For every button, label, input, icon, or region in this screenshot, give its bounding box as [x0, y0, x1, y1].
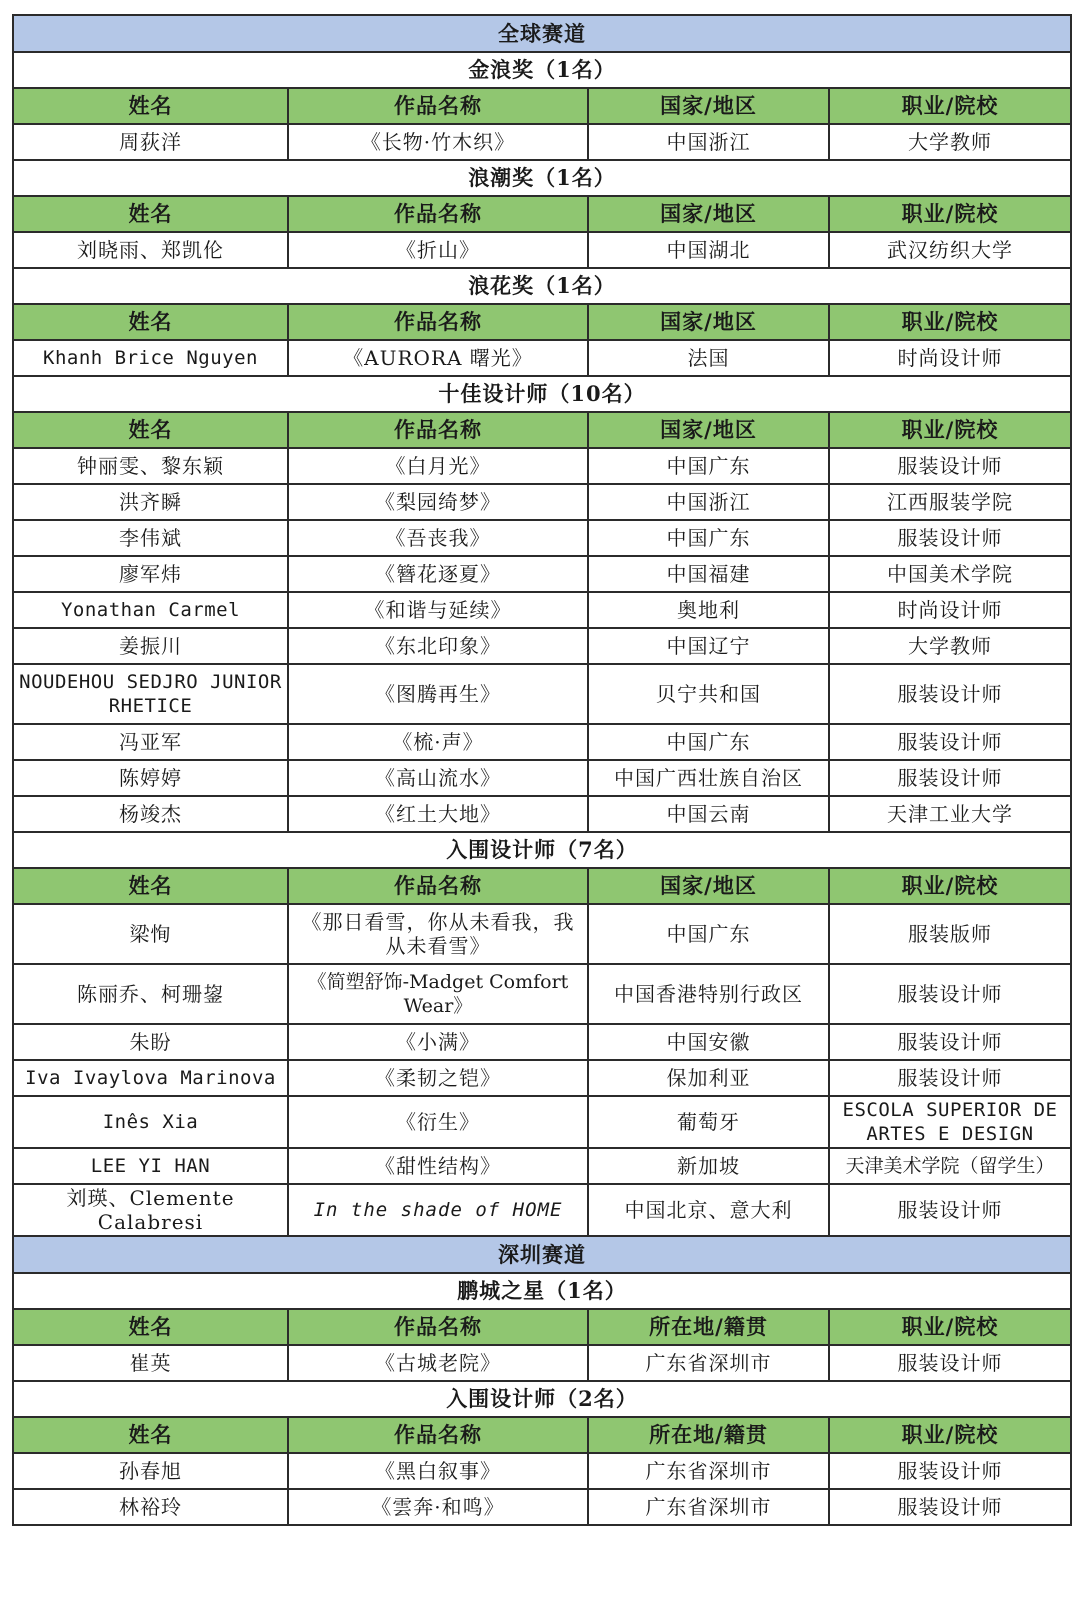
award-title-row — [13, 52, 1071, 88]
table-row — [13, 1345, 1071, 1381]
col-header-name: 姓名 — [13, 88, 288, 124]
cell-occupation: 武汉纺织大学 — [829, 232, 1071, 268]
col-header-occupation: 职业/院校 — [829, 868, 1071, 904]
cell-occupation: 大学教师 — [829, 124, 1071, 160]
cell-occupation: 服装设计师 — [829, 724, 1071, 760]
cell-location: 广东省深圳市 — [588, 1453, 829, 1489]
table-row — [13, 592, 1071, 628]
cell-occupation: 服装设计师 — [829, 1184, 1071, 1236]
table-row — [13, 724, 1071, 760]
cell-occupation: 服装设计师 — [829, 448, 1071, 484]
cell-work: 《AURORA 曙光》 — [288, 340, 588, 376]
cell-name: 廖军炜 — [13, 556, 288, 592]
cell-occupation: 大学教师 — [829, 628, 1071, 664]
table-row — [13, 904, 1071, 964]
cell-occupation: 服装设计师 — [829, 1024, 1071, 1060]
cell-work: 《甜性结构》 — [288, 1148, 588, 1184]
cell-name: Yonathan Carmel — [13, 592, 288, 628]
col-header-work: 作品名称 — [288, 1417, 588, 1453]
award-title: 入围设计师（2名） — [13, 1381, 1071, 1417]
track-header-global — [13, 15, 1071, 52]
col-header-region: 国家/地区 — [588, 196, 829, 232]
cell-region: 新加坡 — [588, 1148, 829, 1184]
table-row — [13, 556, 1071, 592]
cell-name: 孙春旭 — [13, 1453, 288, 1489]
cell-occupation: 服装设计师 — [829, 1453, 1071, 1489]
col-header-work: 作品名称 — [288, 868, 588, 904]
cell-work: 《长物·竹木织》 — [288, 124, 588, 160]
col-header-location: 所在地/籍贯 — [588, 1309, 829, 1345]
col-header-occupation: 职业/院校 — [829, 88, 1071, 124]
cell-region: 贝宁共和国 — [588, 664, 829, 724]
cell-region: 中国广东 — [588, 448, 829, 484]
cell-name: 梁恂 — [13, 904, 288, 964]
award-title: 浪花奖（1名） — [13, 268, 1071, 304]
cell-name: 陈丽乔、柯珊鋆 — [13, 964, 288, 1024]
cell-name: 杨竣杰 — [13, 796, 288, 832]
table-row — [13, 340, 1071, 376]
table-row — [13, 124, 1071, 160]
table-row — [13, 796, 1071, 832]
table-row — [13, 1060, 1071, 1096]
cell-region: 中国湖北 — [588, 232, 829, 268]
col-header-occupation: 职业/院校 — [829, 1309, 1071, 1345]
col-header-name: 姓名 — [13, 304, 288, 340]
col-header-work: 作品名称 — [288, 196, 588, 232]
col-header-occupation: 职业/院校 — [829, 412, 1071, 448]
col-header-name: 姓名 — [13, 196, 288, 232]
table-row — [13, 1148, 1071, 1184]
cell-work: In the shade of HOME — [288, 1184, 588, 1236]
cell-name: Khanh Brice Nguyen — [13, 340, 288, 376]
cell-work: 《红土大地》 — [288, 796, 588, 832]
cell-work: 《东北印象》 — [288, 628, 588, 664]
cell-name: NOUDEHOU SEDJRO JUNIOR RHETICE — [13, 664, 288, 724]
col-header-name: 姓名 — [13, 868, 288, 904]
cell-name: 刘瑛、Clemente Calabresi — [13, 1184, 288, 1236]
cell-occupation: 时尚设计师 — [829, 340, 1071, 376]
cell-occupation: 服装设计师 — [829, 520, 1071, 556]
table-row — [13, 1489, 1071, 1525]
table-row — [13, 628, 1071, 664]
award-title-row — [13, 376, 1071, 412]
column-header-row — [13, 196, 1071, 232]
table-row — [13, 520, 1071, 556]
award-title: 浪潮奖（1名） — [13, 160, 1071, 196]
award-title-row — [13, 832, 1071, 868]
cell-name: 冯亚军 — [13, 724, 288, 760]
cell-name: 林裕玲 — [13, 1489, 288, 1525]
cell-location: 广东省深圳市 — [588, 1489, 829, 1525]
table-row — [13, 232, 1071, 268]
cell-name: 钟丽雯、黎东颖 — [13, 448, 288, 484]
awards-sheet — [12, 14, 1070, 1526]
cell-name: 洪齐瞬 — [13, 484, 288, 520]
column-header-row — [13, 868, 1071, 904]
cell-name: LEE YI HAN — [13, 1148, 288, 1184]
col-header-location: 所在地/籍贯 — [588, 1417, 829, 1453]
award-title: 入围设计师（7名） — [13, 832, 1071, 868]
cell-work: 《黑白叙事》 — [288, 1453, 588, 1489]
cell-occupation: 服装设计师 — [829, 1489, 1071, 1525]
col-header-name: 姓名 — [13, 412, 288, 448]
cell-occupation: 天津工业大学 — [829, 796, 1071, 832]
cell-occupation: 服装设计师 — [829, 1345, 1071, 1381]
col-header-region: 国家/地区 — [588, 868, 829, 904]
cell-work: 《梨园绮梦》 — [288, 484, 588, 520]
column-header-row — [13, 1309, 1071, 1345]
table-row — [13, 1024, 1071, 1060]
cell-region: 中国安徽 — [588, 1024, 829, 1060]
cell-work: 《高山流水》 — [288, 760, 588, 796]
track-title: 全球赛道 — [13, 15, 1071, 52]
table-row — [13, 760, 1071, 796]
award-title-row — [13, 268, 1071, 304]
col-header-region: 国家/地区 — [588, 304, 829, 340]
cell-name: 刘晓雨、郑凯伦 — [13, 232, 288, 268]
cell-region: 中国福建 — [588, 556, 829, 592]
award-title: 金浪奖（1名） — [13, 52, 1071, 88]
cell-region: 法国 — [588, 340, 829, 376]
col-header-occupation: 职业/院校 — [829, 1417, 1071, 1453]
cell-occupation: 服装设计师 — [829, 664, 1071, 724]
cell-region: 中国广东 — [588, 520, 829, 556]
cell-region: 奥地利 — [588, 592, 829, 628]
col-header-occupation: 职业/院校 — [829, 196, 1071, 232]
cell-work: 《雲奔·和鸣》 — [288, 1489, 588, 1525]
award-title: 十佳设计师（10名） — [13, 376, 1071, 412]
cell-name: 陈婷婷 — [13, 760, 288, 796]
cell-work: 《衍生》 — [288, 1096, 588, 1148]
col-header-region: 国家/地区 — [588, 88, 829, 124]
cell-name: Inês Xia — [13, 1096, 288, 1148]
cell-work: 《吾丧我》 — [288, 520, 588, 556]
award-title: 鹏城之星（1名） — [13, 1273, 1071, 1309]
col-header-work: 作品名称 — [288, 412, 588, 448]
cell-name: Iva Ivaylova Marinova — [13, 1060, 288, 1096]
table-row — [13, 448, 1071, 484]
cell-work: 《小满》 — [288, 1024, 588, 1060]
cell-work: 《简塑舒饰-Madget Comfort Wear》 — [288, 964, 588, 1024]
cell-region: 中国广西壮族自治区 — [588, 760, 829, 796]
col-header-name: 姓名 — [13, 1417, 288, 1453]
cell-work: 《柔韧之铠》 — [288, 1060, 588, 1096]
cell-name: 周荻洋 — [13, 124, 288, 160]
cell-region: 葡萄牙 — [588, 1096, 829, 1148]
cell-occupation: 江西服装学院 — [829, 484, 1071, 520]
col-header-work: 作品名称 — [288, 88, 588, 124]
cell-name: 李伟斌 — [13, 520, 288, 556]
award-title-row — [13, 160, 1071, 196]
table-row — [13, 664, 1071, 724]
cell-occupation: 时尚设计师 — [829, 592, 1071, 628]
cell-region: 中国浙江 — [588, 124, 829, 160]
table-row — [13, 1096, 1071, 1148]
cell-occupation: 服装设计师 — [829, 964, 1071, 1024]
cell-occupation: 服装设计师 — [829, 1060, 1071, 1096]
table-row — [13, 484, 1071, 520]
cell-region: 中国辽宁 — [588, 628, 829, 664]
cell-occupation: 服装版师 — [829, 904, 1071, 964]
table-row — [13, 1184, 1071, 1236]
cell-name: 崔英 — [13, 1345, 288, 1381]
column-header-row — [13, 88, 1071, 124]
cell-region: 中国北京、意大利 — [588, 1184, 829, 1236]
col-header-region: 国家/地区 — [588, 412, 829, 448]
column-header-row — [13, 1417, 1071, 1453]
col-header-name: 姓名 — [13, 1309, 288, 1345]
cell-work: 《折山》 — [288, 232, 588, 268]
table-row — [13, 1453, 1071, 1489]
cell-region: 保加利亚 — [588, 1060, 829, 1096]
column-header-row — [13, 304, 1071, 340]
col-header-work: 作品名称 — [288, 1309, 588, 1345]
column-header-row — [13, 412, 1071, 448]
cell-name: 姜振川 — [13, 628, 288, 664]
cell-region: 中国浙江 — [588, 484, 829, 520]
cell-occupation: ESCOLA SUPERIOR DE ARTES E DESIGN — [829, 1096, 1071, 1148]
cell-region: 中国香港特别行政区 — [588, 964, 829, 1024]
cell-work: 《那日看雪，你从未看我，我从未看雪》 — [288, 904, 588, 964]
cell-region: 中国云南 — [588, 796, 829, 832]
table-row — [13, 964, 1071, 1024]
cell-work: 《图腾再生》 — [288, 664, 588, 724]
cell-work: 《梳·声》 — [288, 724, 588, 760]
cell-name: 朱盼 — [13, 1024, 288, 1060]
cell-work: 《白月光》 — [288, 448, 588, 484]
award-title-row — [13, 1273, 1071, 1309]
track-header-shenzhen — [13, 1236, 1071, 1273]
cell-occupation: 中国美术学院 — [829, 556, 1071, 592]
cell-work: 《簪花逐夏》 — [288, 556, 588, 592]
cell-work: 《古城老院》 — [288, 1345, 588, 1381]
col-header-occupation: 职业/院校 — [829, 304, 1071, 340]
cell-region: 中国广东 — [588, 724, 829, 760]
track-title: 深圳赛道 — [13, 1236, 1071, 1273]
awards-table — [12, 14, 1072, 1526]
cell-location: 广东省深圳市 — [588, 1345, 829, 1381]
cell-occupation: 服装设计师 — [829, 760, 1071, 796]
col-header-work: 作品名称 — [288, 304, 588, 340]
cell-region: 中国广东 — [588, 904, 829, 964]
cell-work: 《和谐与延续》 — [288, 592, 588, 628]
cell-occupation: 天津美术学院（留学生） — [829, 1148, 1071, 1184]
award-title-row — [13, 1381, 1071, 1417]
